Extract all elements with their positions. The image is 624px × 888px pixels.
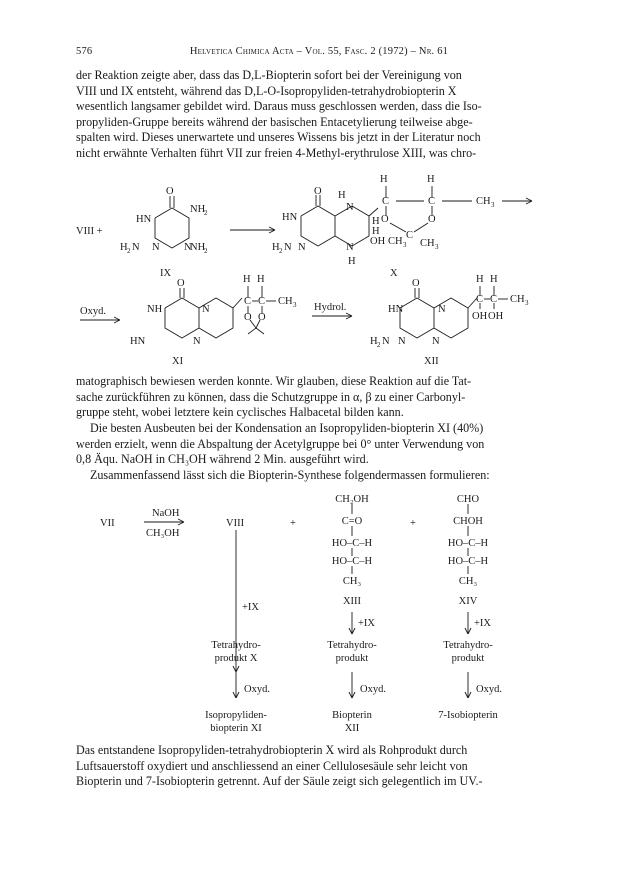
- svg-text:HN: HN: [136, 214, 152, 225]
- compound-label-ix: IX: [160, 268, 172, 279]
- text-line: wesentlich langsamer gebildet wird. Daraus muss geschlossen werden, dass die Iso-: [76, 99, 482, 114]
- text-line: werden erzielt, wenn die Abspaltung der Acetylgruppe bei 0° unter Verwendung von: [76, 436, 485, 451]
- svg-text:H: H: [120, 242, 128, 253]
- formula-line: C=O: [341, 516, 363, 527]
- svg-text:H: H: [490, 274, 498, 285]
- journal-running-title: Helvetica Chimica Acta – Vol. 55, Fasc. 2 (1972) – Nr. 61: [189, 46, 449, 57]
- svg-text:NH: NH: [190, 204, 206, 215]
- svg-text:NH: NH: [147, 304, 163, 315]
- formula-line: HO–C–H: [447, 538, 489, 549]
- compound-label-xi: XI: [172, 356, 184, 367]
- text-line: Das entstandene Isopropyliden-tetrahydrobiopterin X wird als Rohprodukt durch: [76, 743, 468, 757]
- svg-text:N: N: [284, 242, 292, 253]
- text-line: Die besten Ausbeuten bei der Kondensation an Isopropyliden-biopterin XI (40%): [90, 421, 484, 435]
- svg-text:O: O: [381, 214, 389, 225]
- svg-text:N: N: [184, 242, 192, 253]
- caption-tetrahydro-xiv: [428, 640, 508, 665]
- svg-text:2: 2: [127, 247, 131, 255]
- text-line: matographisch bewiesen werden konnte. Wir glauben, diese Reaktion auf die Tat-: [76, 374, 472, 388]
- reaction-scheme-2: [0, 486, 624, 741]
- scheme-label-viii: VIII +: [76, 226, 103, 237]
- svg-text:CH: CH: [388, 236, 403, 247]
- text-line: der Reaktion zeigte aber, dass das D,L-Biopterin sofort bei der Vereinigung von: [76, 68, 462, 82]
- text-line: propyliden-Gruppe bereits während der basischen Entacetylierung teilweise abge-: [76, 114, 473, 129]
- svg-text:N: N: [298, 242, 306, 253]
- caption-line: produkt X: [214, 652, 258, 664]
- svg-text:OH: OH: [488, 311, 504, 322]
- svg-text:H: H: [427, 174, 435, 185]
- oxyd-label: Oxyd.: [360, 684, 386, 695]
- caption-line: produkt: [335, 652, 369, 664]
- add-ix-label: +IX: [358, 618, 376, 629]
- svg-text:H: H: [338, 190, 346, 201]
- running-header: [76, 46, 562, 60]
- paragraph-5: [76, 743, 562, 790]
- formula-line: CHO: [456, 494, 480, 505]
- svg-text:O: O: [177, 278, 185, 289]
- product-7-isobiopterin: [418, 710, 518, 723]
- svg-text:H: H: [476, 274, 484, 285]
- svg-text:N: N: [202, 304, 210, 315]
- svg-text:N: N: [193, 336, 201, 347]
- compound-label-xiv: XIV: [458, 596, 478, 607]
- svg-text:CH: CH: [420, 238, 435, 249]
- svg-text:3: 3: [525, 299, 529, 307]
- text-line: 0,8 Äqu. NaOH in CH₃OH während 2 Min. ausgeführt wird.: [76, 452, 369, 467]
- svg-text:N: N: [346, 242, 354, 253]
- caption-line: Biopterin: [332, 710, 372, 721]
- compound-label-x: X: [390, 268, 398, 279]
- svg-text:CH: CH: [278, 296, 293, 307]
- caption-line: XII: [344, 722, 360, 734]
- svg-text:H: H: [372, 226, 380, 237]
- paragraph-4: [76, 468, 562, 484]
- compound-label-xiii: XIII: [342, 596, 362, 607]
- caption-line: 7-Isobiopterin: [438, 710, 498, 721]
- formula-line: HO–C–H: [331, 556, 373, 567]
- step-hydrol: Hydrol.: [314, 302, 347, 313]
- plus-sign: +: [290, 518, 296, 529]
- svg-text:H: H: [243, 274, 251, 285]
- svg-text:2: 2: [377, 341, 381, 349]
- svg-text:3: 3: [435, 243, 439, 251]
- svg-text:CH: CH: [476, 196, 491, 207]
- caption-line: Tetrahydro-: [211, 640, 261, 651]
- oxyd-label: Oxyd.: [476, 684, 502, 695]
- paragraph-3: [76, 421, 562, 468]
- svg-text:O: O: [166, 186, 174, 197]
- svg-text:NH: NH: [190, 242, 206, 253]
- svg-text:O: O: [244, 312, 252, 323]
- text-line: VIII und IX entsteht, während das D,L-O-Isopropyliden-tetrahydrobiopterin X: [76, 83, 457, 98]
- caption-line: Isopropyliden-: [205, 710, 267, 721]
- svg-text:H: H: [370, 336, 378, 347]
- formula-line: CH₃: [458, 576, 478, 587]
- formula-line: HO–C–H: [447, 556, 489, 567]
- text-line: Biopterin und 7-Isobiopterin getrennt. Auf der Säule zeigt sich gelegentlich im UV.-: [76, 774, 483, 789]
- svg-text:2: 2: [204, 209, 208, 217]
- svg-text:2: 2: [279, 247, 283, 255]
- reagent-ch3oh: CH₃OH: [146, 528, 180, 539]
- text-line: nicht erwähnte Verhalten führt VII zur freien 4-Methyl-erythrulose XIII, was chro-: [76, 145, 477, 160]
- svg-text:OH: OH: [472, 311, 488, 322]
- caption-tetrahydro-xiii: [312, 640, 392, 665]
- product-biopterin: [302, 710, 402, 735]
- product-isopropyliden-biopterin: [186, 710, 286, 735]
- caption-tetrahydro-x: [196, 640, 276, 665]
- svg-text:H: H: [257, 274, 265, 285]
- svg-text:H: H: [372, 216, 380, 227]
- caption-line: produkt: [451, 652, 485, 664]
- add-ix-label: +IX: [242, 602, 260, 613]
- svg-text:OH: OH: [370, 236, 386, 247]
- svg-text:3: 3: [491, 201, 495, 209]
- reaction-scheme-1: [0, 168, 624, 378]
- formula-line: CH₂OH: [335, 494, 369, 505]
- svg-text:2: 2: [204, 247, 208, 255]
- paragraph-1: [76, 68, 562, 162]
- oxyd-label: Oxyd.: [244, 684, 270, 695]
- svg-text:HN: HN: [388, 304, 404, 315]
- paragraph-2: [76, 374, 562, 421]
- scheme2-start: VII: [100, 518, 115, 529]
- svg-text:N: N: [152, 242, 160, 253]
- text-line: sache zurückführen zu können, dass die Schutzgruppe in α, β zu einer Carbonyl-: [76, 389, 466, 404]
- step-oxyd: Oxyd.: [80, 306, 106, 317]
- formula-line: HO–C–H: [331, 538, 373, 549]
- compound-label-xii: XII: [424, 356, 439, 367]
- caption-line: Tetrahydro-: [443, 640, 493, 651]
- svg-text:H: H: [380, 174, 388, 185]
- svg-text:C: C: [258, 296, 266, 307]
- svg-text:CH: CH: [510, 294, 525, 305]
- svg-text:3: 3: [293, 301, 297, 309]
- formula-line: CHOH: [453, 516, 483, 527]
- text-line: gruppe steht, wobei letztere kein cyclisches Halbacetal bilden kann.: [76, 405, 404, 420]
- svg-text:N: N: [132, 242, 140, 253]
- svg-text:N: N: [346, 202, 354, 213]
- text-line: Zusammenfassend lässt sich die Biopterin-Synthese folgendermassen formulieren:: [90, 468, 490, 482]
- svg-text:O: O: [314, 186, 322, 197]
- svg-text:C: C: [244, 296, 252, 307]
- svg-text:H: H: [348, 256, 356, 267]
- svg-text:N: N: [382, 336, 390, 347]
- svg-text:C: C: [382, 196, 390, 207]
- svg-text:3: 3: [403, 241, 407, 249]
- svg-text:H: H: [272, 242, 280, 253]
- svg-text:O: O: [428, 214, 436, 225]
- formula-line: CH₃: [342, 576, 362, 587]
- svg-text:N: N: [398, 336, 406, 347]
- compound-viii: VIII: [226, 518, 245, 529]
- text-line: spalten wird. Dieses unerwartete und unseres Wissens bis jetzt in der Literatur noch: [76, 130, 481, 145]
- svg-text:HN: HN: [282, 212, 298, 223]
- svg-text:O: O: [412, 278, 420, 289]
- svg-text:C: C: [490, 294, 498, 305]
- svg-text:N: N: [432, 336, 440, 347]
- svg-text:C: C: [428, 196, 436, 207]
- svg-text:C: C: [476, 294, 484, 305]
- page-number: 576: [76, 46, 93, 57]
- caption-line: Tetrahydro-: [327, 640, 377, 651]
- add-ix-label: +IX: [474, 618, 492, 629]
- svg-text:N: N: [438, 304, 446, 315]
- reagent-naoh: NaOH: [152, 508, 180, 519]
- svg-text:C: C: [406, 230, 414, 241]
- plus-sign: +: [410, 518, 416, 529]
- caption-line: biopterin XI: [210, 722, 262, 734]
- svg-text:HN: HN: [130, 336, 146, 347]
- svg-text:O: O: [258, 312, 266, 323]
- text-line: Luftsauerstoff oxydiert und anschliessend an einer Cellulosesäule sehr leicht von: [76, 758, 468, 773]
